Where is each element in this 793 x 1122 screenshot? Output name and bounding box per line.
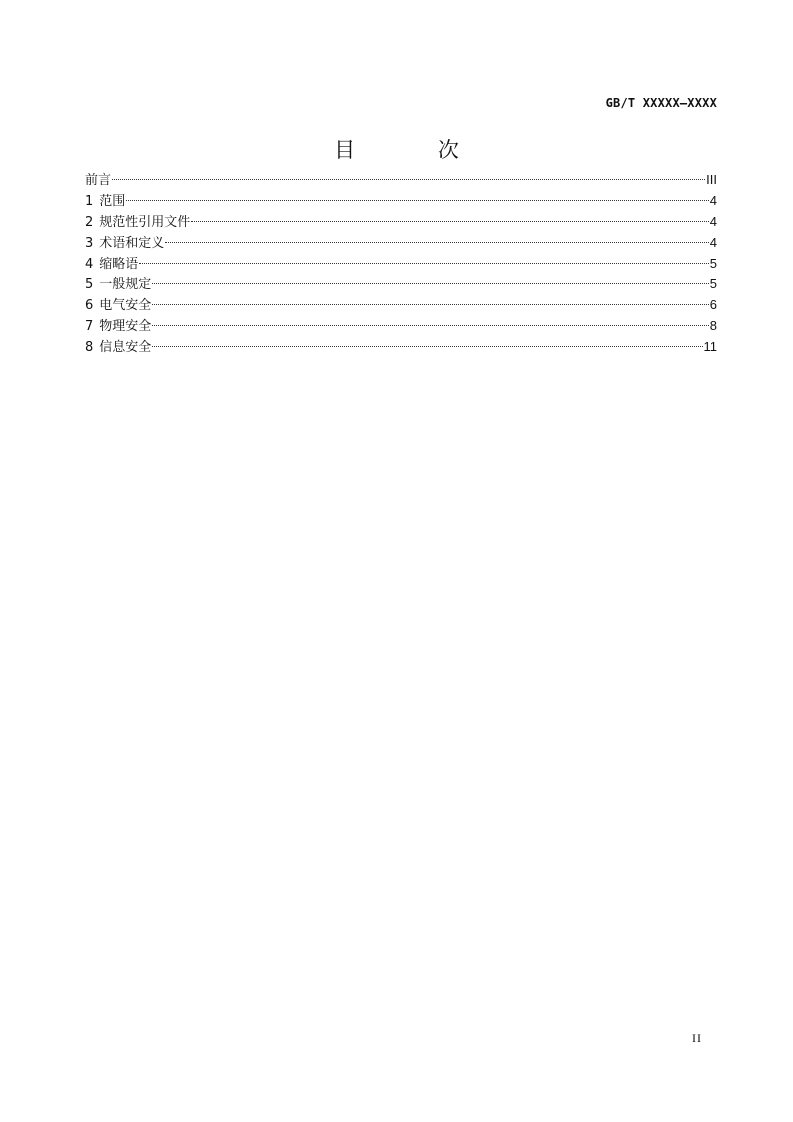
toc-entry-abbreviations[interactable] — [85, 254, 717, 275]
toc-entry-label: 规范性引用文件 — [99, 214, 191, 230]
toc-entry-page: 8 — [709, 318, 717, 334]
toc-entry-page: 11 — [703, 339, 717, 355]
toc-entry-label: 电气安全 — [99, 298, 152, 314]
toc-entry-number: 6 — [85, 298, 94, 314]
toc-leader-dots — [112, 179, 705, 180]
toc-entry-label: 信息安全 — [99, 340, 152, 356]
toc-entry-number: 4 — [85, 256, 94, 272]
toc-leader-dots — [139, 263, 708, 264]
toc-entry-number: 2 — [85, 214, 94, 230]
toc-entry-scope[interactable] — [85, 191, 717, 212]
toc-title: 目 次 — [334, 138, 497, 162]
toc-entry-label: 术语和定义 — [99, 235, 165, 251]
toc-entry-information-security[interactable] — [85, 337, 717, 358]
toc-leader-dots — [152, 325, 708, 326]
toc-entry-number: 3 — [85, 235, 94, 251]
document-code: GB/T XXXXX—XXXX — [605, 96, 717, 110]
toc-entry-page: 6 — [709, 297, 717, 313]
toc-entry-normative-references[interactable] — [85, 212, 717, 233]
toc-entry-page: 4 — [709, 192, 717, 208]
toc-entry-general-provisions[interactable] — [85, 274, 717, 295]
toc-leader-dots — [165, 242, 708, 243]
page-number: II — [692, 1031, 702, 1045]
toc-entry-electrical-safety[interactable] — [85, 295, 717, 316]
toc-entry-page: III — [706, 172, 717, 187]
toc-entry-label: 范围 — [99, 193, 126, 209]
toc-entry-preface[interactable] — [85, 170, 717, 191]
toc-entry-number: 5 — [85, 277, 94, 293]
toc-entry-label: 缩略语 — [99, 256, 139, 272]
toc-entry-terms-definitions[interactable] — [85, 233, 717, 254]
toc-entry-label: 前言 — [85, 173, 112, 188]
toc-leader-dots — [191, 221, 708, 222]
toc-entry-physical-safety[interactable] — [85, 316, 717, 337]
toc-leader-dots — [152, 346, 702, 347]
toc-entry-page: 4 — [709, 213, 717, 229]
toc-leader-dots — [126, 200, 708, 201]
toc-entry-page: 5 — [709, 276, 717, 292]
toc-entry-number: 8 — [85, 340, 94, 356]
toc-entry-page: 5 — [709, 255, 717, 271]
toc-entry-page: 4 — [709, 234, 717, 250]
toc-leader-dots — [152, 304, 708, 305]
toc-entry-number: 7 — [85, 319, 94, 335]
table-of-contents — [85, 170, 717, 358]
toc-entry-label: 一般规定 — [99, 277, 152, 293]
toc-entry-number: 1 — [85, 193, 94, 209]
toc-leader-dots — [152, 283, 708, 284]
toc-entry-label: 物理安全 — [99, 319, 152, 335]
